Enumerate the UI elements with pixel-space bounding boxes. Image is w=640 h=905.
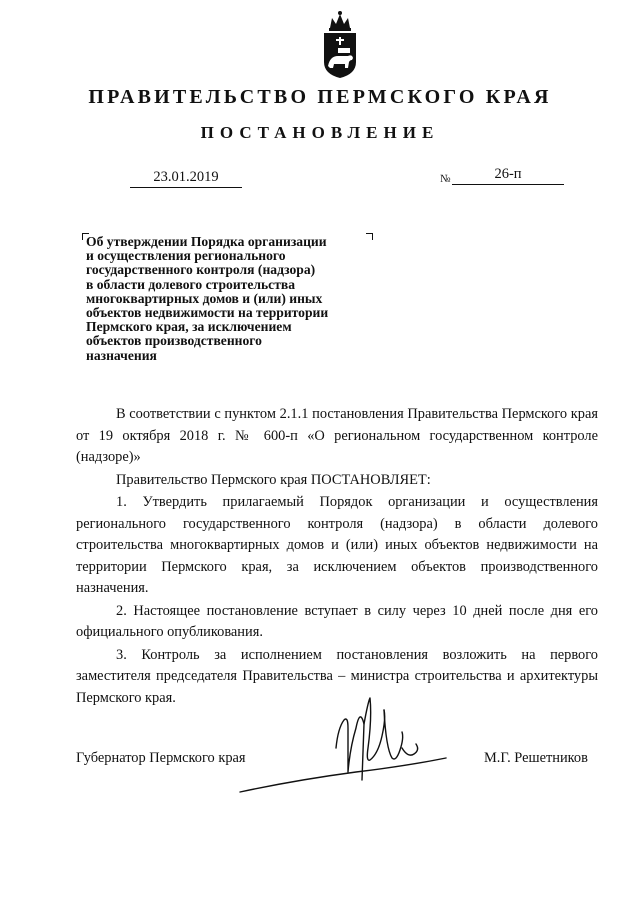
subject-line: Пермского края, за исключением	[86, 319, 292, 335]
subject-line: Об утверждении Порядка организации	[86, 234, 327, 249]
signatory-name: М.Г. Решетников	[484, 750, 588, 766]
decree-item-2: 2. Настоящее постановление вступает в силу через 10 дней после дня его официального опубликования.	[76, 602, 598, 640]
subject-line: объектов производственного	[86, 333, 262, 349]
document-type: ПОСТАНОВЛЕНИЕ	[200, 123, 440, 142]
subject-line: назначения	[86, 347, 157, 363]
corner-mark-right	[366, 233, 373, 240]
decree-item-1: 1. Утвердить прилагаемый Порядок организации и осуществления регионального государственного контроля (надзора) в области долевого строительства многоквартирных домов и (или) иных объектов недвижимости на территории Пермского края, за исключением объектов производственного назначения.	[76, 494, 598, 596]
subject-line: государственного контроля (надзора)	[86, 262, 316, 278]
subject-line: многоквартирных домов и (или) иных	[86, 290, 323, 306]
subject-line: и осуществления регионального	[86, 248, 286, 264]
signatory-title: Губернатор Пермского края	[76, 750, 246, 766]
subject-line: в области долевого строительства	[86, 276, 296, 292]
document-number: 26-п	[452, 165, 564, 185]
subject-line: объектов недвижимости на территории	[86, 305, 329, 321]
corner-mark-left	[82, 233, 89, 240]
government-title: ПРАВИТЕЛЬСТВО ПЕРМСКОГО КРАЯ	[88, 86, 552, 108]
decree-line: Правительство Пермского края ПОСТАНОВЛЯЕТ:	[116, 471, 431, 488]
decree-item-3: 3. Контроль за исполнением постановления возложить на первого заместителя председателя Правительства – министра строительства и архитектуры Пермского края.	[76, 646, 598, 706]
document-body	[76, 404, 598, 709]
handwritten-signature	[236, 688, 476, 798]
document-subject	[86, 235, 386, 363]
coat-of-arms-icon	[318, 10, 362, 80]
preamble-paragraph: В соответствии с пунктом 2.1.1 постановления Правительства Пермского края от 19 октября 2018 г. № 600-п «О региональном государственном контроле (надзоре)»	[76, 406, 598, 465]
document-date: 23.01.2019	[130, 168, 242, 188]
number-sign: №	[440, 173, 451, 185]
